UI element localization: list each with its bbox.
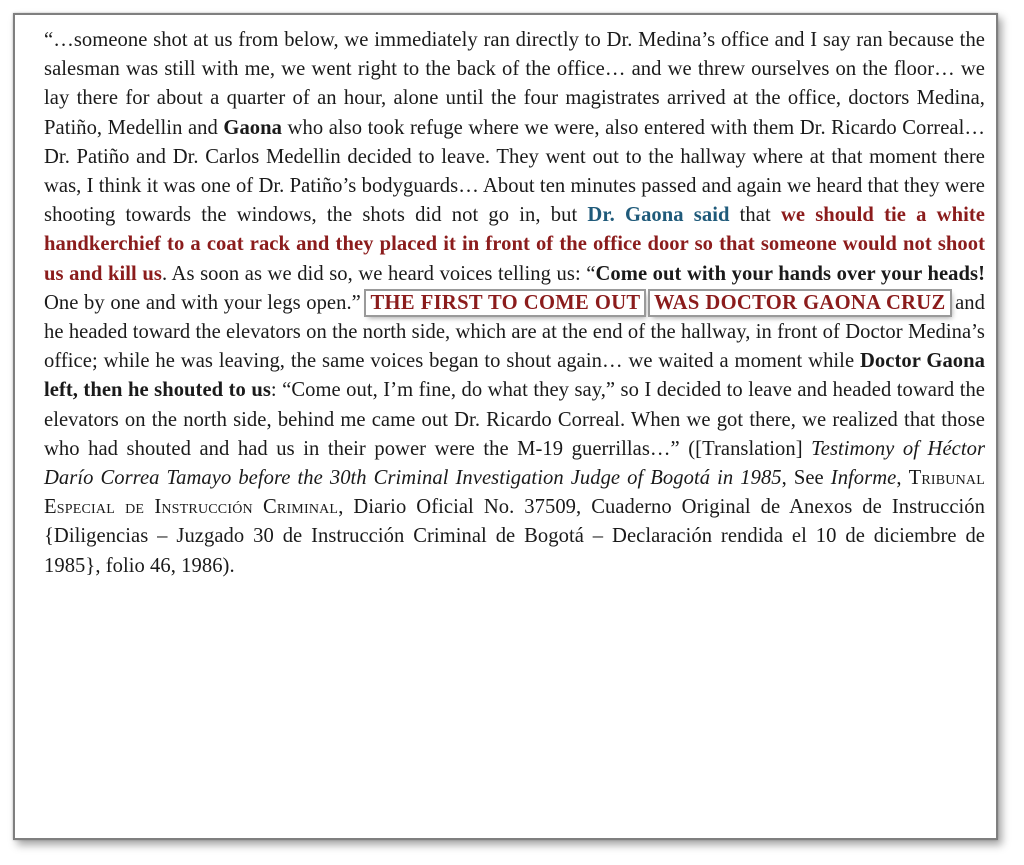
quote-text: , See xyxy=(781,467,831,490)
quote-text: : “Come out, I’m fine, do what they say,” so I decided to leave and headed toward the elevators on the north side, behind me came out Dr. Ricardo Correal. When we got there, we realized that those who had shouted and had us in their power were the M-19 guerrillas…” ([Translation] xyxy=(44,379,986,460)
come-out-bold: Come out with your hands over your heads! xyxy=(595,262,985,285)
handkerchief-highlight: we should tie a white handkerchief to a coat rack and they placed it in front of the office door so that someone would not shoot us and kill us xyxy=(44,204,985,285)
quote-text: , Diario Oficial No. 37509, Cuaderno Original de Anexos de Instrucción {Diligencias – Juzgado 30 de Instrucción Criminal de Bogotá – Declaración rendida el 10 de diciembre de 1985}, folio 46, 1986). xyxy=(44,496,986,577)
quote-text: . As soon as we did so, we heard voices telling us: “ xyxy=(161,262,596,285)
informe-citation: Informe xyxy=(830,467,897,490)
gaona-said-highlight: Dr. Gaona said xyxy=(587,204,730,227)
quote-text: , xyxy=(896,467,909,490)
gaona-left-bold: Doctor Gaona left, then he shouted to us xyxy=(44,350,985,402)
tribunal-name: Tribunal Especial de Instrucción Criminal xyxy=(44,467,985,519)
quote-text: One by one and with your legs open.” xyxy=(44,291,367,314)
gaona-bold: Gaona xyxy=(223,116,283,139)
first-out-callout-line2: WAS DOCTOR GAONA CRUZ xyxy=(650,291,949,315)
quote-text: and he headed toward the elevators on the north side, which are at the end of the hallway, in front of Doctor Medina’s office; while he was leaving, the same voices began to shout again… we waited a moment while xyxy=(44,291,985,373)
quote-text: “…someone shot at us from below, we immediately ran directly to Dr. Medina’s office and I say ran because the salesman was still with me, we went right to the back of the office… and we threw ourselves on the floor… we lay there for about a quarter of an hour, alone until the four magistrates arrived at the office, doctors Medina, Patiño, Medellin and xyxy=(44,29,985,139)
testimony-citation: Testimony of Héctor Darío Correa Tamayo before the 30th Criminal Investigation Judge of Bogotá in 1985 xyxy=(44,437,986,490)
quote-text: that xyxy=(729,204,781,227)
quote-text: who also took refuge where we were, also entered with them Dr. Ricardo Correal… Dr. Patiño and Dr. Carlos Medellin decided to leave. They went out to the hallway where at that moment there was, I think it was one of Dr. Patiño’s bodyguards… About ten minutes passed and again we heard that they were shooting towards the windows, the shots did not go in, but xyxy=(44,116,986,227)
testimony-quote xyxy=(44,26,985,581)
first-out-callout-line1: THE FIRST TO COME OUT xyxy=(366,291,644,315)
